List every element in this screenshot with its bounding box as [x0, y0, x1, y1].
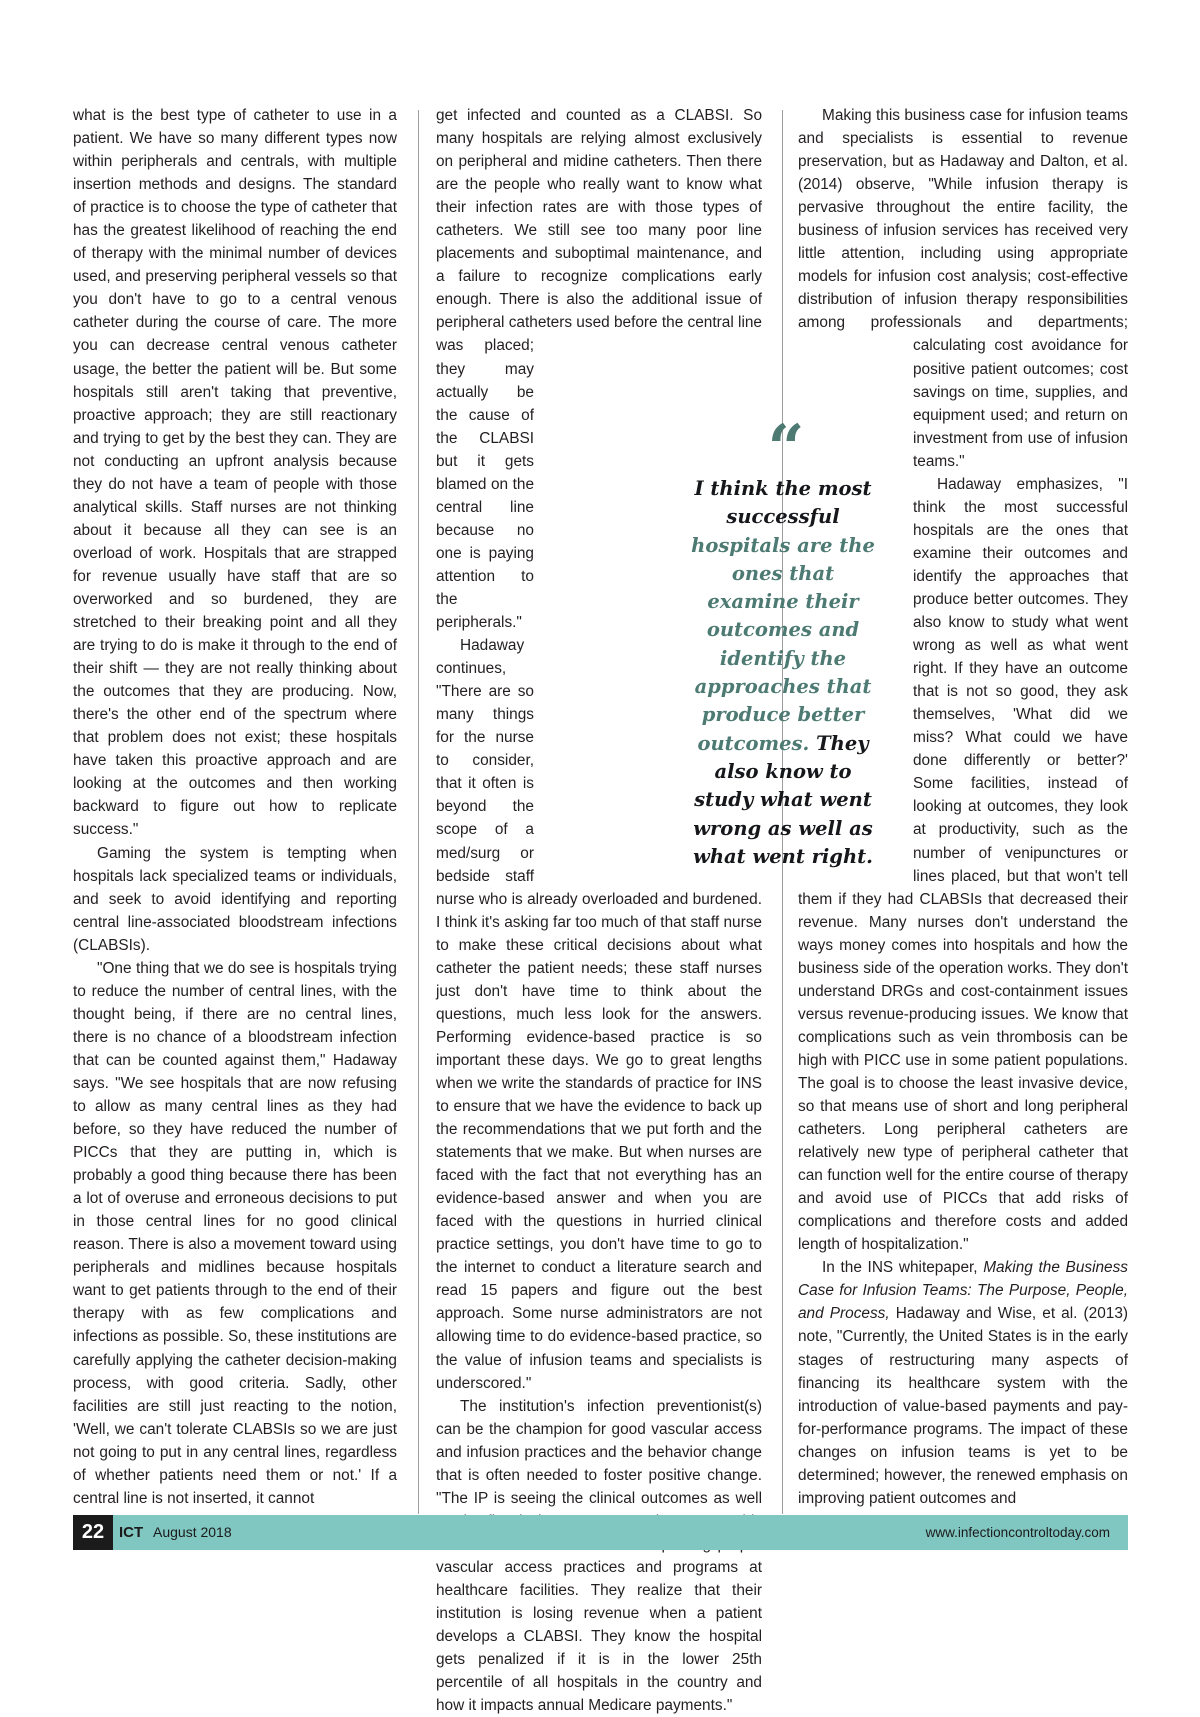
website-url[interactable]: www.infectioncontroltoday.com [925, 1525, 1110, 1540]
paragraph: Hadaway continues, "There are so many things for the nurse to consider, that it often is beyond the scope of a med/surg or bedside staff nurse who is already overloaded and burdened. I think it's asking far too much of that staff nurse to make these critical decisions about what catheter the patient needs; these staff nurses just don't have time to think about the questions, much less look for the answers. Performing evidence-based practice is so important these days. We go to great lengths when we write the standards of practice for INS to ensure that we have the evidence to back up the recommendations that we put forth and the statements that we make. But when nurses are faced with the fact that not everything has an evidence-based answer and when you are faced with the questions in hurried clinical practice settings, you don't have time to go to the internet to conduct a literature search and read 15 papers and figure out the best approach. Some nurse administrators are not allowing time to do evidence-based practice, so the value of infusion teams and specialists is underscored." [436, 637, 762, 1392]
magazine-name: ICT [119, 1524, 144, 1541]
paragraph-lead: In the INS whitepaper, [822, 1259, 978, 1277]
column-divider-left [418, 110, 419, 1514]
pull-quote-part-3: They also know to study what went wrong as well as what went right. [693, 731, 873, 868]
paragraph-rest: Hadaway and Wise, et al. (2013) note, "Currently, the United States is in the early stages of restructuring many aspects of financing its healthcare system with the introduction of value-based payments and pay-for-performance programs. The impact of these changes on infusion teams is yet to be determined; however, the renewed emphasis on improving patient outcomes and [798, 1305, 1129, 1507]
paragraph: The institution's infection preventionist(s) can be the champion for good vascular access and infusion practices and the behavior change that is often needed to foster positive change. "The IP is seeing the clinical outcomes as well vascular access practices and programs at healthcare facilities. They realize that their institution is losing revenue when a patient develops a CLABSI. They know the hospital gets penalized if it is in the lower 25th percentile of all hospitals in the country and how it impacts annual Medicare payments." [436, 1397, 762, 1715]
pull-quote-part-2: hospitals are the ones that examine their outcomes and identify the approaches that produce better outcomes. [691, 533, 875, 755]
quote-mark-icon: “ [767, 411, 799, 486]
paragraph [798, 1256, 1128, 1510]
paragraph: Hadaway emphasizes, "I think the most successful hospitals are the ones that examine their outcomes and identify the approaches that produce better outcomes. They also know to study what went wrong as well as what went right. If they have an outcome that is not so good, they ask themselves, 'What did we miss? What could we have done differently or better?' Some facilities, instead of looking at outcomes, they look at productivity, such as the number of venipunctures or lines placed, but that won't tell them if they had CLABSIs that decreased their revenue. Many nurses don't understand the ways money comes into hospitals and how the business side of the operation works. They don't understand DRGs and cost-containment issues versus revenue-producing issues. We know that complications such as vein thrombosis can be high with PICC use in some patient populations. The goal is to choose the least invasive device, so that means use of short and long peripheral catheters. Long peripheral catheters are relatively new type of peripheral catheter that can function well for the entire course of therapy and avoid use of PICCs that add risks of complications and therefore costs and added length of hospitalization." [798, 475, 1128, 1254]
article-column-1 [73, 104, 397, 1510]
paragraph: Gaming the system is tempting when hospitals lack specialized teams or individuals, and seek to avoid identifying and reporting central line-associated bloodstream infections (CLABSIs). [73, 844, 397, 954]
page-footer [73, 1515, 1128, 1550]
pull-quote [686, 411, 880, 871]
paragraph: get infected and counted as a CLABSI. So many hospitals are relying almost exclusively on peripheral and midine catheters. Then there are the people who really want to know what their infection rates are with those types of catheters. We still see too many poor line placements and suboptimal maintenance, and a failure to recognize complications early enough. There is also the additional issue of peripheral catheters used before the central line was placed; they may actually be the cause of the CLABSI but it gets blamed on the central line because no one is paying attention to the peripherals." [436, 107, 762, 632]
paragraph: "One thing that we do see is hospitals trying to reduce the number of central lines, with the thought being, if there are no central lines, there is no chance of a bloodstream infection that can be counted against them," Hadaway says. "We see hospitals that are now refusing to allow as many central lines as they had before, so they have reduced the number of PICCs that they are putting in, which is probably a good thing because there has been a lot of overuse and erroneous decisions to put in those central lines for no good clinical reason. There is also a movement toward using peripherals and midlines because hospitals want to get patients through to the end of their therapy with as few complications and infections as possible. So, these institutions are carefully applying the catheter decision-making process, with good criteria. Sadly, other facilities are still just reacting to the notion, 'Well, we can't tolerate CLABSIs so we are just not going to put in any central lines, regardless of whether patients need them or not.' If a central line is not inserted, it cannot [73, 959, 397, 1507]
page-number: 22 [73, 1515, 113, 1550]
paragraph: what is the best type of catheter to use in a patient. We have so many different types now within peripherals and centrals, with multiple insertion methods and designs. The standard of practice is to choose the type of catheter that has the greatest likelihood of reaching the end of therapy with the minimal number of devices used, and preserving peripheral vessels so that you don't have to go to a central venous catheter during the course of care. The more you can decrease central venous catheter usage, the better the patient will be. But some hospitals still aren't taking that preventive, proactive approach; they are still reactionary and trying to get by the best they can. They are not conducting an upfront analysis because they do not have a team of people with those analytical skills. Staff nurses are not thinking about it because all they can see is an overload of work. Hospitals that are strapped for revenue usually have staff that are so overworked and so burdened, they are stretched to their breaking point and all they are trying to do is make it through to the end of their shift — they are not really thinking about the outcomes that they are producing. Now, there's the other end of the spectrum where that problem does not exist; these hospitals have taken this proactive approach and are looking at the outcomes and then working backward to figure out how to replicate success." [73, 107, 397, 839]
paragraph: Making this business case for infusion teams and specialists is essential to revenue preservation, but as Hadaway and Dalton, et al. (2014) observe, "While infusion therapy is pervasive throughout the entire facility, the business of infusion services has received very little attention, including using appropriate models for infusion cost analysis; cost-effective distribution of infusion therapy responsibilities among professionals and departments; calculating cost avoidance for positive patient outcomes; cost savings on time, supplies, and equipment used; and return on investment from use of infusion teams." [798, 107, 1128, 470]
whitepaper-title: Making the Business Case for Infusion Teams: The Purpose, People, and Process, [798, 1259, 1128, 1323]
issue-date: August 2018 [153, 1524, 232, 1540]
article-column-2 [436, 104, 762, 1717]
pull-quote-part-1: I think the most successful [694, 477, 872, 529]
